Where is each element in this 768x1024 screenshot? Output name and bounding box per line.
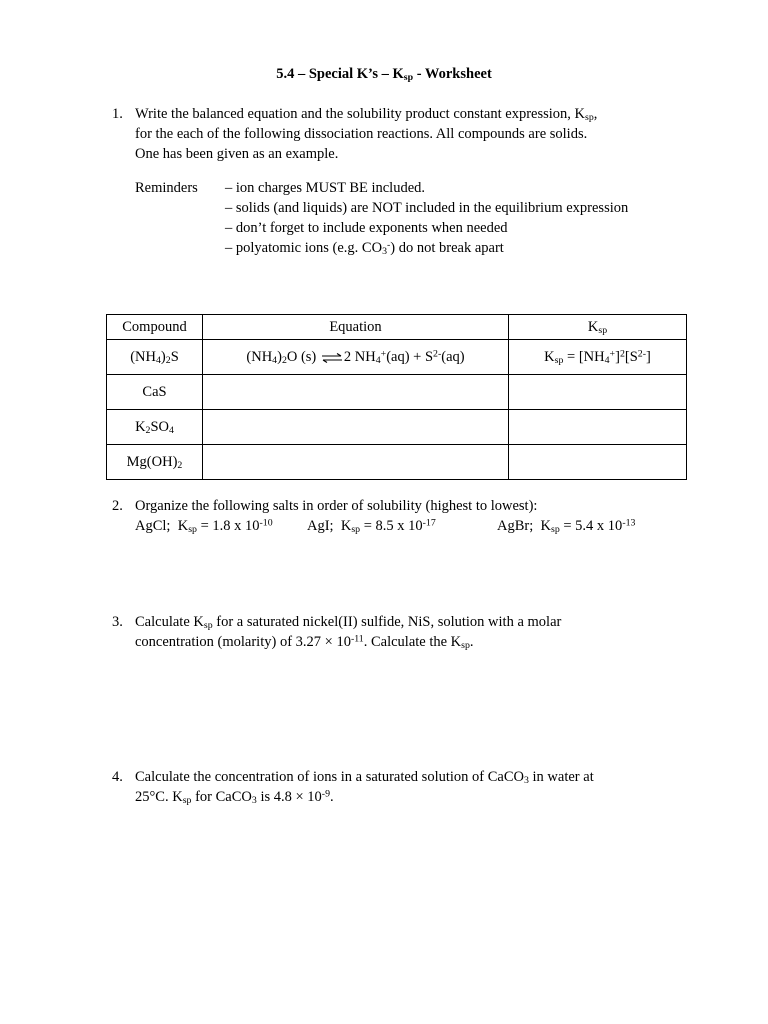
question-number: 1. [112,106,123,122]
table-row [107,340,687,375]
table-row [107,410,687,445]
question-1 [112,104,672,164]
reminder-item: – ion charges MUST BE included. [225,180,426,196]
reminders-list [225,178,645,258]
question-number: 3. [112,614,123,630]
question-number: 2. [112,498,123,514]
question-2-text: Organize the following salts in order of solubility (highest to lowest): [135,498,538,514]
table-row [107,375,687,410]
worksheet-title: 5.4 – Special K’s – $K_{sp}$ - Worksheet [276,66,492,83]
equilibrium-arrow-icon [321,353,343,363]
question-2 [112,496,672,536]
ksp-cell[interactable] [509,445,687,480]
ksp-cell[interactable] [509,410,687,445]
salt-item: AgCl; $K_{sp} = 1.8$ x $10^{-10}$ [135,517,273,535]
table-row [107,445,687,480]
question-4 [112,767,672,807]
equation-cell: $(NH_4)_2O$ (s) 2 $NH_4^+(aq) + S^{2-}(aq)$ [203,340,509,375]
equation-cell[interactable] [203,445,509,480]
ksp-table [106,314,687,480]
ksp-cell[interactable] [509,375,687,410]
question-4-text: Calculate the concentration of ions in a saturated solution of CaCO$_3$ in water at 25°C. $K_{sp}$ for CaCO$_3$ is $4.8 \times 10^{-9}$. [135,769,594,806]
header-ksp: $K_{sp}$ [509,315,687,340]
salt-list [135,516,672,536]
equation-cell[interactable] [203,375,509,410]
table-header-row [107,315,687,340]
reminder-item: – don’t forget to include exponents when needed [225,220,508,236]
header-compound: Compound [107,315,203,340]
equation-cell[interactable] [203,410,509,445]
header-equation: Equation [203,315,509,340]
salt-item: AgI; $K_{sp} = 8.5$ x $10^{-17}$ [307,517,436,535]
question-3 [112,612,672,652]
question-number: 4. [112,769,123,785]
reminders-label: Reminders [135,180,198,196]
salt-item: AgBr; $K_{sp} = 5.4$ x $10^{-13}$ [497,517,636,535]
ksp-cell: $K_{sp} = [NH_4^+]^2[S^{2-}]$ [509,340,687,375]
question-1-text: Write the balanced equation and the solubility product constant expression, $K_{sp}$, for the each of the following dissociation reactions. All compounds are solids. One has been given as an example. [135,106,598,162]
reminder-item: – solids (and liquids) are NOT included in the equilibrium expression [225,200,629,216]
compound-cell: $K_2SO_4$ [107,410,203,445]
compound-cell: $(NH_4)_2S$ [107,340,203,375]
reminder-item: – polyatomic ions (e.g. $CO_3^-$) do not break apart [225,239,504,257]
question-3-text: Calculate $K_{sp}$ for a saturated nickel(II) sulfide, NiS, solution with a molar concentration (molarity) of $3.27 \times 10^{-11}$. Calculate the $K_{sp}$. [135,614,562,651]
compound-cell: $Mg(OH)_2$ [107,445,203,480]
compound-cell: CaS [107,375,203,410]
